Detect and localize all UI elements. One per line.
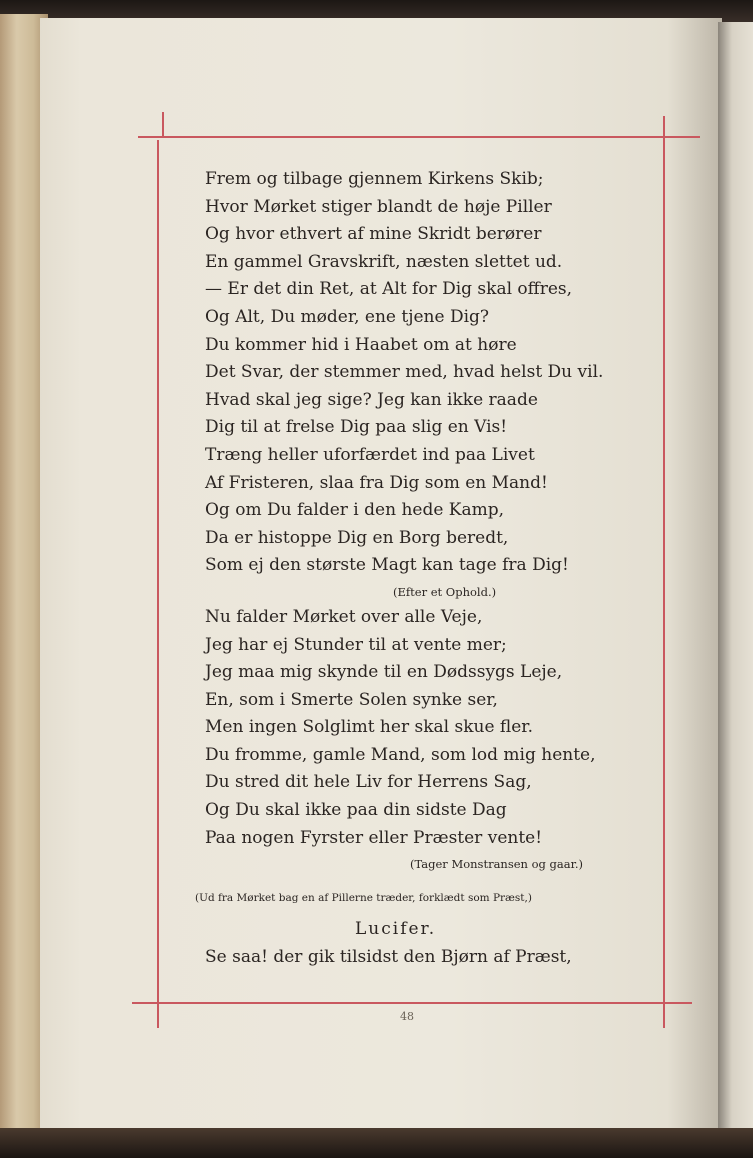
border-top-rule [138, 136, 700, 138]
verse-line: Og om Du falder i den hede Kamp, [205, 500, 505, 521]
speaker-name: Lucifer. [355, 919, 437, 940]
border-right-rule [663, 116, 665, 1028]
verse-line: — Er det din Ret, at Alt for Dig skal offres, [205, 279, 573, 300]
verse-line: Se saa! der gik tilsidst den Bjørn af Præst, [205, 946, 572, 967]
verse-line: Da er histoppe Dig en Borg beredt, [205, 527, 509, 548]
border-left-rule [157, 140, 159, 1028]
verse-line: Du kommer hid i Haabet om at høre [205, 334, 517, 355]
verse-line: Du stred dit hele Liv for Herrens Sag, [205, 772, 532, 793]
next-page-edge [718, 22, 753, 1132]
verse-line: Af Fristeren, slaa fra Dig som en Mand! [205, 472, 548, 493]
verse-line: Som ej den største Magt kan tage fra Dig! [205, 555, 569, 576]
verse-line: Og Alt, Du møder, ene tjene Dig? [205, 306, 490, 327]
verse-block-c [205, 944, 645, 972]
verse-line: Og hvor ethvert af mine Skridt berører [205, 224, 542, 245]
poem-text [195, 166, 645, 971]
verse-block-a [205, 166, 645, 580]
verse-line: Hvor Mørket stiger blandt de høje Piller [205, 196, 552, 217]
page-number: 48 [400, 1010, 414, 1023]
verse-line: Jeg maa mig skynde til en Dødssygs Leje, [205, 662, 563, 683]
verse-line: Dig til at frelse Dig paa slig en Vis! [205, 417, 508, 438]
verse-block-b [205, 604, 645, 852]
stage-direction-pause: (Efter et Ophold.) [393, 584, 497, 599]
verse-line: Træng heller uforfærdet ind paa Livet [205, 444, 535, 465]
border-left-tick [162, 112, 164, 136]
verse-line: Frem og tilbage gjennem Kirkens Skib; [205, 169, 544, 189]
stage-direction-enter: (Ud fra Mørket bag en af Pillerne træder, forklædt som Præst,) [195, 892, 532, 905]
verse-line: Hvad skal jeg sige? Jeg kan ikke raade [205, 389, 538, 410]
verse-line: En gammel Gravskrift, næsten slettet ud. [205, 251, 563, 272]
verse-line: En, som i Smerte Solen synke ser, [205, 689, 498, 710]
book-edge-bottom [0, 1128, 753, 1158]
stage-direction-exit: (Tager Monstransen og gaar.) [410, 857, 583, 872]
border-bottom-rule [132, 1002, 692, 1004]
verse-line: Men ingen Solglimt her skal skue fler. [205, 717, 533, 738]
verse-line: Paa nogen Fyrster eller Præster vente! [205, 827, 543, 848]
verse-line: Du fromme, gamle Mand, som lod mig hente, [205, 744, 596, 765]
verse-line: Nu falder Mørket over alle Veje, [205, 606, 483, 627]
verse-line: Jeg har ej Stunder til at vente mer; [205, 634, 507, 655]
verse-line: Det Svar, der stemmer med, hvad helst Du vil. [205, 362, 604, 383]
verse-line: Og Du skal ikke paa din sidste Dag [205, 800, 507, 821]
